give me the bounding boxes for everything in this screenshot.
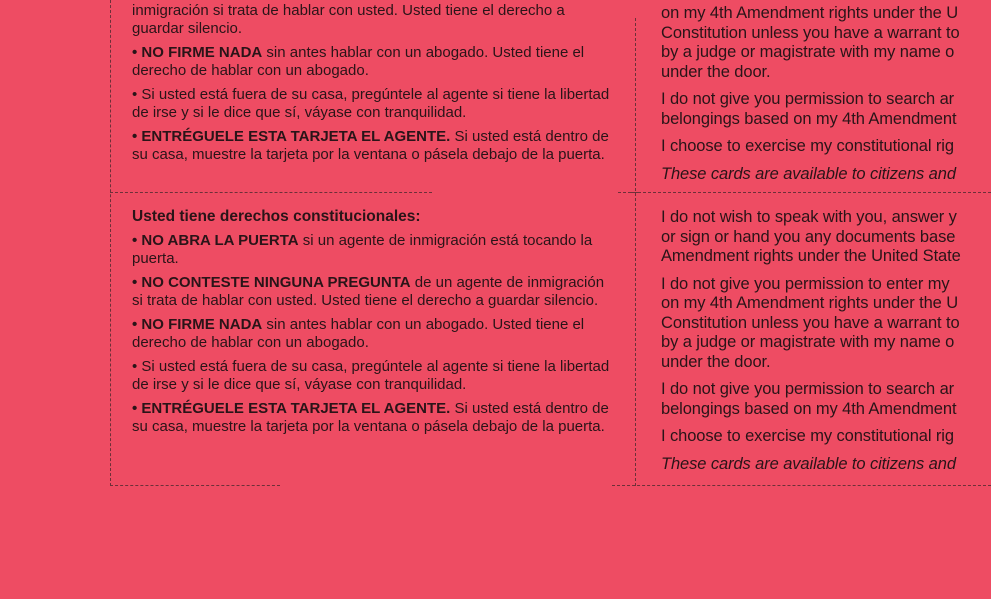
cut-line-bottom-left [110, 485, 280, 486]
card-line: by a judge or magistrate with my name o [661, 333, 955, 351]
spanish-rights-card-top [132, 2, 618, 164]
crop-mark [630, 192, 640, 193]
card-line: • Si usted está fuera de su casa, pregúntele al agente si tiene la libertad de irse y si le dice que sí, váyase con tranquilidad. [132, 358, 610, 393]
card-line: • NO ABRA LA PUERTA si un agente de inmigración está tocando la puerta. [132, 232, 593, 267]
card-line: by a judge or magistrate with my name o [661, 43, 955, 61]
card-heading: Usted tiene derechos constitucionales: [132, 208, 421, 225]
card-line: I do not give you permission to enter my [661, 274, 950, 293]
card-line: These cards are available to citizens and [661, 454, 956, 473]
card-line: I choose to exercise my constitutional rig [661, 427, 954, 445]
spanish-rights-card-bottom [132, 208, 618, 436]
cut-line-middle-horizontal-right [618, 192, 991, 193]
english-rights-card-bottom [661, 208, 991, 474]
card-line: • NO FIRME NADA sin antes hablar con un abogado. Usted tiene el derecho de hablar con un abogado. [132, 316, 585, 351]
cut-line-middle-horizontal-left [110, 192, 432, 193]
card-line: • ENTRÉGUELE ESTA TARJETA EL AGENTE. Si usted está dentro de su casa, muestre la tarjeta por la ventana o pásela debajo de la puerta. [132, 128, 609, 163]
card-line: on my 4th Amendment rights under the U [661, 294, 959, 312]
card-line: Constitution unless you have a warrant to [661, 313, 960, 332]
card-line: • ENTRÉGUELE ESTA TARJETA EL AGENTE. Si usted está dentro de su casa, muestre la tarjeta por la ventana o pásela debajo de la puerta. [132, 400, 609, 435]
card-line: I choose to exercise my constitutional rig [661, 137, 954, 155]
cut-line-left [110, 0, 111, 486]
english-rights-card-top [661, 4, 991, 184]
cut-line-middle [635, 18, 636, 486]
card-line: These cards are available to citizens and [661, 164, 956, 183]
cut-line-bottom-right [612, 485, 991, 486]
card-line: or sign or hand you any documents base [661, 227, 956, 246]
card-line: I do not give you permission to search ar [661, 380, 955, 398]
card-line: under the door. [661, 62, 771, 81]
card-line: Constitution unless you have a warrant to [661, 23, 960, 42]
card-line: under the door. [661, 352, 771, 371]
card-line: • NO CONTESTE NINGUNA PREGUNTA de un agente de inmigración si trata de hablar con usted. Usted tiene el derecho a guardar silencio. [132, 274, 605, 309]
card-line: belongings based on my 4th Amendment [661, 109, 957, 128]
card-line: inmigración si trata de hablar con usted. Usted tiene el derecho a guardar silencio. [132, 2, 565, 37]
card-line: on my 4th Amendment rights under the U [661, 4, 959, 22]
card-line: Amendment rights under the United State [661, 247, 961, 265]
card-line: I do not wish to speak with you, answer y [661, 208, 957, 226]
card-line: • NO FIRME NADA sin antes hablar con un abogado. Usted tiene el derecho de hablar con un abogado. [132, 44, 585, 79]
card-line: • Si usted está fuera de su casa, pregúntele al agente si tiene la libertad de irse y si le dice que sí, váyase con tranquilidad. [132, 86, 610, 121]
card-line: belongings based on my 4th Amendment [661, 399, 957, 418]
card-line: I do not give you permission to search ar [661, 90, 955, 108]
